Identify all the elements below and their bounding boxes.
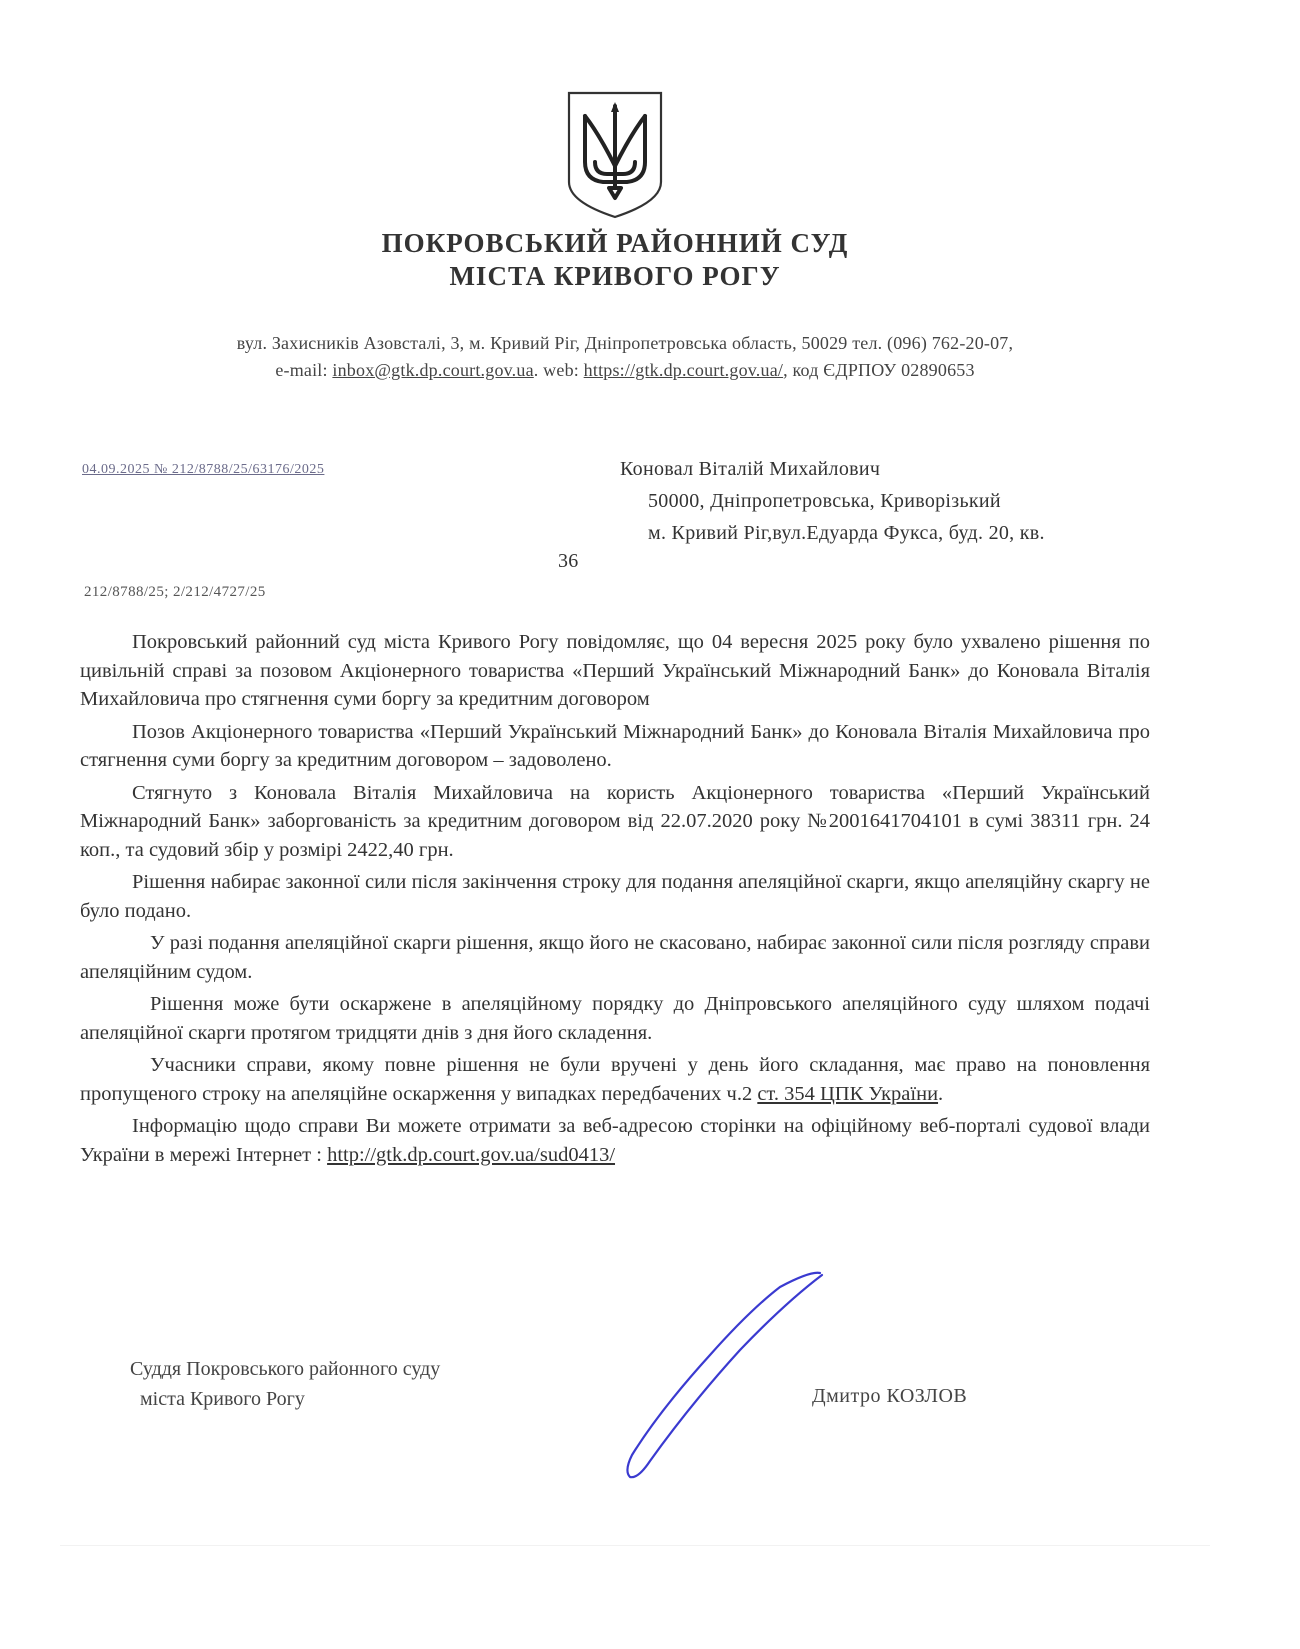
email-link[interactable]: inbox@gtk.dp.court.gov.ua	[332, 360, 534, 380]
paragraph-2: Позов Акціонерного товариства «Перший Український Міжнародний Банк» до Коновала Віталія Михайловича про стягнення суми боргу за кредитним договором – задоволено.	[80, 720, 1150, 771]
recipient-address-line2: м. Кривий Ріг,вул.Едуарда Фукса, буд. 20, кв.	[648, 522, 1045, 544]
email-label: e-mail:	[275, 360, 333, 380]
judge-title-line2: міста Кривого Рогу	[140, 1388, 305, 1410]
court-name-line1: ПОКРОВСЬКИЙ РАЙОННИЙ СУД	[381, 228, 849, 258]
judge-name: Дмитро КОЗЛОВ	[812, 1385, 968, 1407]
law-article-link[interactable]: ст. 354 ЦПК України	[757, 1082, 939, 1105]
paragraph-8-text: Інформацію щодо справи Ви можете отримати за веб-адресою сторінки на офіційному веб-порталі судової влади України в мережі Інтернет :	[80, 1115, 1150, 1166]
recipient-address-line1: 50000, Дніпропетровська, Криворізький	[648, 490, 1001, 512]
letter-body	[80, 628, 1150, 1169]
recipient-address-line3: 36	[558, 550, 579, 572]
case-reference: 212/8788/25; 2/212/4727/25	[84, 584, 266, 600]
court-address: вул. Захисників Азовсталі, 3, м. Кривий Ріг, Дніпропетровська область, 50029 тел. (096) 762-20-07,	[236, 333, 1014, 353]
recipient-name: Коновал Віталій Михайлович	[620, 458, 881, 480]
handwritten-signature	[620, 1265, 860, 1485]
coat-of-arms-icon	[565, 90, 665, 220]
paragraph-3: Стягнуто з Коновала Віталія Михайловича на користь Акціонерного товариства «Перший Український Міжнародний Банк» заборгованість за кредитним договором від 22.07.2020 року №2001641704101 в сумі 38311 грн. 24 коп., та судовий збір у розмірі 2422,40 грн.	[80, 781, 1150, 861]
paragraph-7-text: Учасники справи, якому повне рішення не були вручені у день його складання, має право на поновлення пропущеного строку на апеляційне оскарження у випадках передбачених ч.2	[80, 1054, 1150, 1105]
paragraph-5: У разі подання апеляційної скарги рішення, якщо його не скасовано, набирає законної сили після розгляду справи апеляційним судом.	[80, 932, 1150, 983]
outgoing-number: 04.09.2025 № 212/8788/25/63176/2025	[82, 462, 325, 477]
paragraph-8	[80, 1112, 1150, 1169]
paragraph-7	[80, 1051, 1150, 1108]
court-contacts	[10, 360, 1240, 381]
case-info-link[interactable]: http://gtk.dp.court.gov.ua/sud0413/	[327, 1143, 616, 1166]
paragraph-7-end: .	[938, 1082, 944, 1105]
judge-title-line1: Суддя Покровського районного суду	[130, 1358, 441, 1380]
web-link[interactable]: https://gtk.dp.court.gov.ua/	[583, 360, 784, 380]
edrpou-code: , код ЄДРПОУ 02890653	[783, 360, 975, 380]
footer-divider	[60, 1545, 1210, 1546]
paragraph-1: Покровський районний суд міста Кривого Рогу повідомляє, що 04 вересня 2025 року було ухвалено рішення по цивільній справі за позовом Акціонерного товариства «Перший Український Міжнародний Банк» до Коновала Віталія Михайловича про стягнення суми боргу за кредитним договором	[80, 631, 1150, 710]
web-label: . web:	[533, 360, 584, 380]
paragraph-4: Рішення набирає законної сили після закінчення строку для подання апеляційної скарги, якщо апеляційну скаргу не було подано.	[80, 871, 1150, 922]
court-name-line2: МІСТА КРИВОГО РОГУ	[449, 261, 781, 291]
paragraph-6: Рішення може бути оскаржене в апеляційному порядку до Дніпровського апеляційного суду шляхом подачі апеляційної скарги протягом тридцяти днів з дня його складення.	[80, 993, 1150, 1044]
